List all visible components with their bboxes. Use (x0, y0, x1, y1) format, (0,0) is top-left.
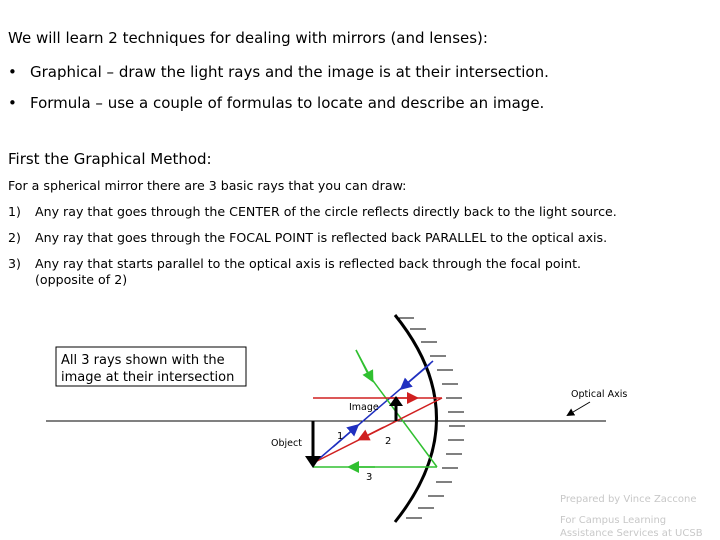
ray-rule-2 (8, 230, 607, 245)
ray-rule-number: 2) (8, 230, 21, 245)
bullet-formula (8, 94, 544, 112)
ray-label-2: 2 (385, 436, 392, 447)
ray-rule-text: Any ray that goes through the FOCAL POINT is reflected back PARALLEL to the optical axis. (35, 230, 608, 245)
basic-rays-text: For a spherical mirror there are 3 basic rays that you can draw: (8, 178, 407, 193)
credit-author: Prepared by Vince Zaccone (560, 494, 697, 505)
bullet-graphical-text: Graphical – draw the light rays and the image is at their intersection. (30, 63, 549, 81)
ray-label-3: 3 (366, 472, 373, 483)
caption-line-1: All 3 rays shown with the (61, 353, 225, 368)
ray-rule-text: Any ray that goes through the CENTER of the circle reflects directly back to the light source. (35, 204, 617, 219)
ray-rule-3-continuation: (opposite of 2) (35, 272, 128, 287)
ray-rule-1 (8, 204, 617, 219)
image-label: Image (349, 402, 379, 413)
optical-axis-label: Optical Axis (571, 389, 628, 400)
ray-parallel-arrow-out (360, 427, 384, 439)
caption-line-2: image at their intersection (61, 370, 235, 385)
section-heading: First the Graphical Method: (8, 150, 212, 168)
ray-label-1: 1 (337, 431, 344, 442)
ray-center-arrow-out (402, 364, 430, 388)
intro-text: We will learn 2 techniques for dealing with mirrors (and lenses): (8, 29, 488, 47)
ray-focal-arrow-in (356, 350, 372, 380)
credit-org-2: Assistance Services at UCSB (560, 528, 703, 539)
bullet-formula-text: Formula – use a couple of formulas to locate and describe an image. (30, 94, 545, 112)
mirror-hatching (398, 318, 465, 518)
ray-rule-number: 3) (8, 256, 21, 271)
bullet-marker: • (8, 94, 17, 112)
ray-rule-3 (8, 256, 581, 271)
bullet-graphical (8, 63, 549, 81)
credit-org-1: For Campus Learning (560, 515, 667, 526)
object-arrow-head (305, 456, 321, 468)
object-label: Object (271, 438, 302, 449)
ray-rule-number: 1) (8, 204, 21, 219)
bullet-marker: • (8, 63, 17, 81)
ray-rule-text: Any ray that starts parallel to the optical axis is reflected back through the focal point. (35, 256, 582, 271)
optical-axis-pointer (568, 402, 590, 415)
